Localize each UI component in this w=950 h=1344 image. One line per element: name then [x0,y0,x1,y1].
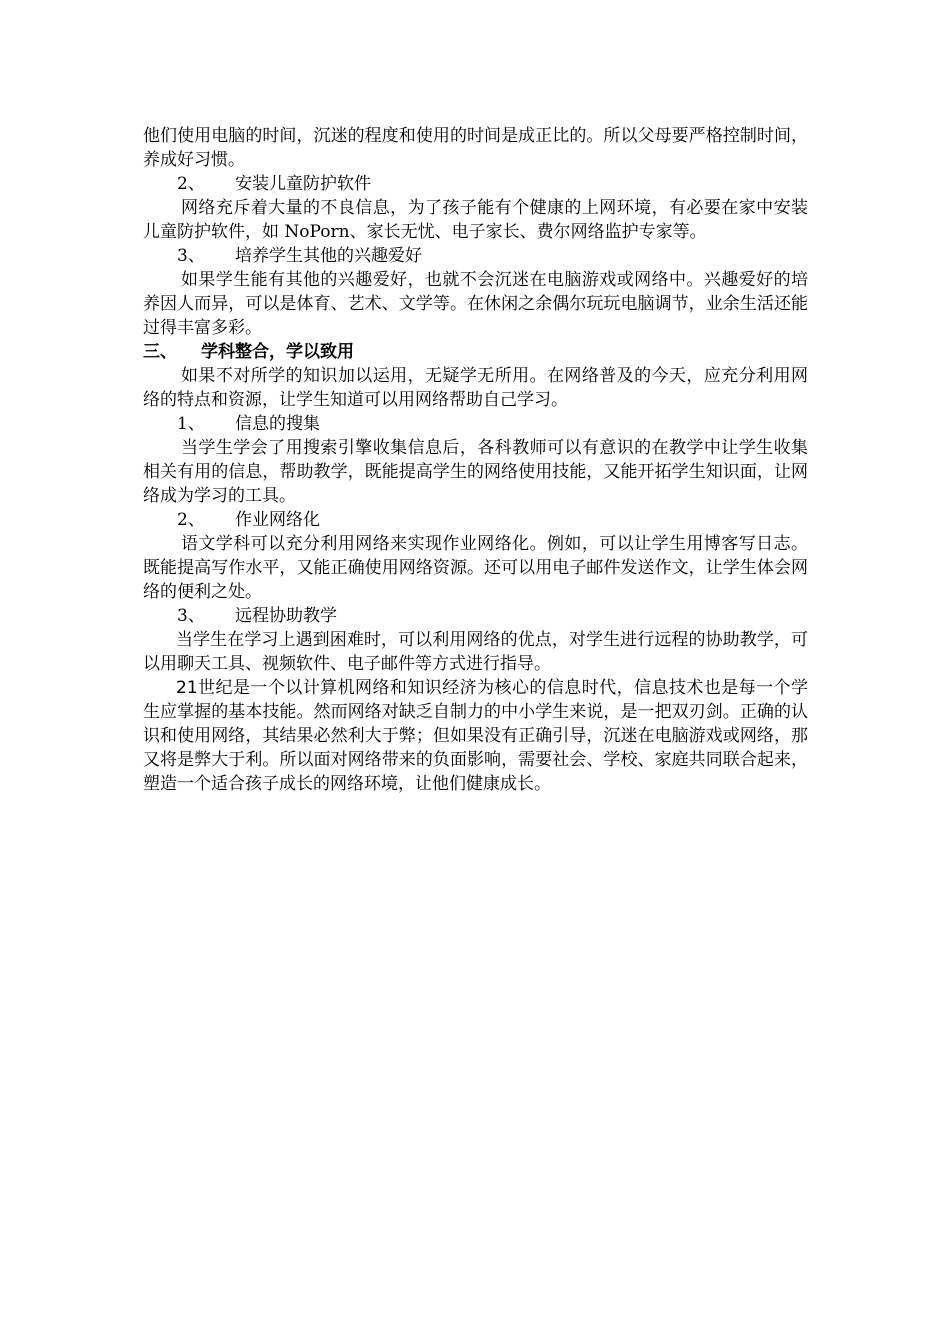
paragraph-homework: 语文学科可以充分利用网络来实现作业网络化。例如，可以让学生用博客写日志。既能提高写作水平，又能正确使用网络资源。还可以用电子邮件发送作文，让学生体会网络的便利之处。 [143,534,808,602]
list-item-title: 远程协助教学 [235,606,337,626]
paragraph-section3: 如果不对所学的知识加以运用，无疑学无所用。在网络普及的今天，应充分利用网络的特点和资源，让学生知道可以用网络帮助自己学习。 [143,366,808,410]
paragraph-remote: 当学生在学习上遇到困难时，可以利用网络的优点，对学生进行远程的协助教学，可以用聊天工具、视频软件、电子邮件等方式进行指导。 [143,630,808,674]
list-item-homework [143,508,808,532]
list-item-hobbies [143,244,808,268]
list-item-info-search [143,412,808,436]
list-item-number: 3、 [177,246,205,266]
paragraph-intro: 他们使用电脑的时间，沉迷的程度和使用的时间是成正比的。所以父母要严格控制时间，养成好习惯。 [143,126,808,170]
list-item-title: 信息的搜集 [235,414,320,434]
list-item-number: 3、 [177,606,205,626]
list-item-title: 作业网络化 [235,510,320,530]
list-item-number: 2、 [177,510,205,530]
list-item-title: 培养学生其他的兴趣爱好 [235,246,422,266]
list-item-number: 1、 [177,414,205,434]
section-title: 学科整合，学以致用 [201,342,354,362]
document-body [143,124,808,796]
list-item-title: 安装儿童防护软件 [235,174,371,194]
century-number: 21 [176,678,198,698]
paragraph-software: 网络充斥着大量的不良信息，为了孩子能有个健康的上网环境，有必要在家中安装儿童防护软件，如 NoPorn、家长无忧、电子家长、费尔网络监护专家等。 [143,198,808,242]
section-heading-3 [143,340,808,364]
paragraph-hobby: 如果学生能有其他的兴趣爱好，也就不会沉迷在电脑游戏或网络中。兴趣爱好的培养因人而异，可以是体育、艺术、文学等。在休闲之余偶尔玩玩电脑调节，业余生活还能过得丰富多彩。 [143,270,808,338]
paragraph-conclusion-text: 世纪是一个以计算机网络和知识经济为核心的信息时代，信息技术也是每一个学生应掌握的基本技能。然而网络对缺乏自制力的中小学生来说，是一把双刃剑。正确的认识和使用网络，其结果必然利大于弊；但如果没有正确引导，沉迷在电脑游戏或网络，那又将是弊大于利。所以面对网络带来的负面影响，需要社会、学校、家庭共同联合起来，塑造一个适合孩子成长的网络环境，让他们健康成长。 [143,678,808,794]
list-item-install-software [143,172,808,196]
section-number: 三、 [143,342,177,362]
list-item-remote-teaching [143,604,808,628]
paragraph-conclusion [143,676,808,796]
paragraph-search: 当学生学会了用搜索引擎收集信息后，各科教师可以有意识的在教学中让学生收集相关有用的信息，帮助教学，既能提高学生的网络使用技能，又能开拓学生知识面，让网络成为学习的工具。 [143,438,808,506]
list-item-number: 2、 [177,174,205,194]
